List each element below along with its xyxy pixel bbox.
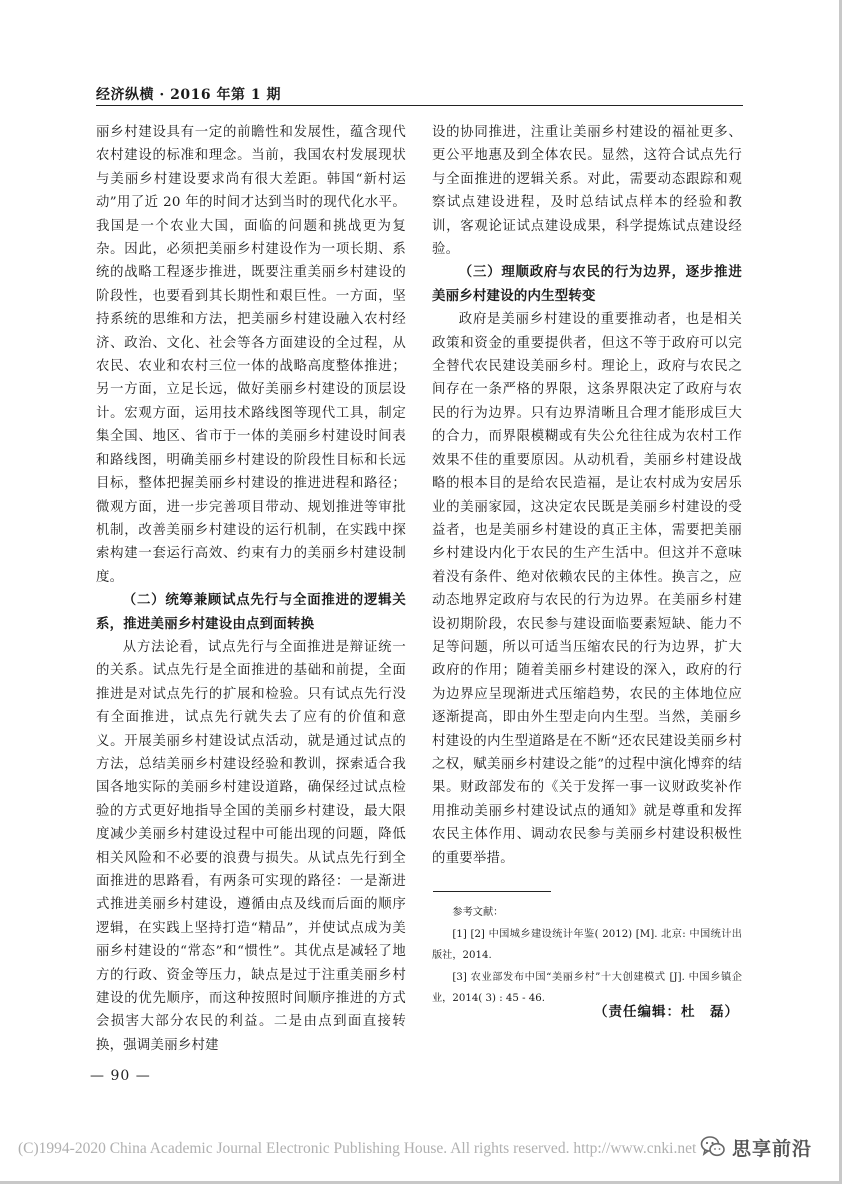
right-paragraph-1: 设的协同推进，注重让美丽乡村建设的福祉更多、更公平地惠及到全体农民。显然，这符合试点先行与全面推进的逻辑关系。对此，需要动态跟踪和观察试点建设进程，及时总结试点样本的经验和教训，客观论证试点建设成果，科学提炼试点建设经验。 <box>432 125 742 258</box>
section-heading-3: （三）理顺政府与农民的行为边界，逐步推进美丽乡村建设的内生型转变 <box>432 264 742 304</box>
editor-note: （责任编辑：杜 磊） <box>594 1004 739 1020</box>
running-header: 经济纵横 · 2016 年第 1 期 <box>96 87 281 103</box>
header-rule <box>96 105 743 106</box>
watermark <box>700 1132 812 1162</box>
left-column <box>96 121 406 1057</box>
reference-item-2: [3] 农业部发布中国“美丽乡村”十大创建模式 [J]. 中国乡镇企业，2014( 3) : 45 - 46. <box>432 971 742 1004</box>
wechat-icon <box>700 1134 726 1160</box>
left-paragraph-2: 从方法论看，试点先行与全面推进是辩证统一的关系。试点先行是全面推进的基础和前提，全面推进是对试点先行的扩展和检验。只有试点先行没有全面推进，试点先行就失去了应有的价值和意义。开展美丽乡村建设试点活动，就是通过试点的方法，总结美丽乡村建设经验和教训，探索适合我国各地实际的美丽乡村建设道路，确保经过试点检验的方式更好地指导全国的美丽乡村建设，最大限度减少美丽乡村建设过程中可能出现的问题，降低相关风险和不必要的浪费与损失。从试点先行到全面推进的思路看，有两条可实现的路径：一是渐进式推进美丽乡村建设，遵循由点及线而后面的顺序逻辑，在实践上坚持打造“精品”，并使试点成为美丽乡村建设的“常态”和“惯性”。其优点是减轻了地方的行政、资金等压力，缺点是过于注重美丽乡村建设的优先顺序，而这种按照时间顺序推进的方式会损害大部分农民的利益。二是由点到面直接转换，强调美丽乡村建 <box>96 639 406 1053</box>
references-heading: 参考文献： <box>452 907 504 918</box>
section-heading-2: （二）统筹兼顾试点先行与全面推进的逻辑关系，推进美丽乡村建设由点到面转换 <box>96 592 406 632</box>
references-rule <box>433 891 551 892</box>
right-paragraph-2: 政府是美丽乡村建设的重要推动者，也是相关政策和资金的重要提供者，但这不等于政府可以完全替代农民建设美丽乡村。理论上，政府与农民之间存在一条严格的界限，这条界限决定了政府与农民的行为边界。只有边界清晰且合理才能形成巨大的合力，而界限模糊或有失公允往往成为农村工作效果不佳的重要原因。从动机看，美丽乡村建设战略的根本目的是给农民造福，是让农村成为安居乐业的美丽家园，这决定农民既是美丽乡村建设的受益者，也是美丽乡村建设的真正主体，需要把美丽乡村建设内化于农民的生产生活中。但这并不意味着没有条件、绝对依赖农民的主体性。换言之，应动态地界定政府与农民的行为边界。在美丽乡村建设初期阶段，农民参与建设面临要素短缺、能力不足等问题，所以可适当压缩农民的行为边界，扩大政府的作用；随着美丽乡村建设的深入，政府的行为边界应呈现渐进式压缩趋势，农民的主体地位应逐渐提高，即由外生型走向内生型。当然，美丽乡村建设的内生型道路是在不断“还农民建设美丽乡村之权，赋美丽乡村建设之能”的过程中演化博弈的结果。财政部发布的《关于发挥一事一议财政奖补作用推动美丽乡村建设试点的通知》就是尊重和发挥农民主体作用、调动农民参与美丽乡村建设积极性的重要举措。 <box>432 312 742 866</box>
right-column <box>432 121 742 870</box>
watermark-text: 思享前沿 <box>732 1137 813 1160</box>
reference-item-1: [1] [2] 中国城乡建设统计年鉴( 2012) [M]. 北京: 中国统计出版社，2014. <box>432 928 742 961</box>
copyright-line: (C)1994-2020 China Academic Journal Electronic Publishing House. All rights reserved. http://www.cnki.net <box>18 1140 697 1157</box>
references <box>432 902 742 1010</box>
page-number: — 90 — <box>90 1068 151 1084</box>
left-paragraph-1: 丽乡村建设具有一定的前瞻性和发展性，蕴含现代农村建设的标准和理念。当前，我国农村发展现状与美丽乡村建设要求尚有很大差距。韩国“新村运动”用了近 20 年的时间才达到当时的现代化水平。我国是一个农业大国，面临的问题和挑战更为复杂。因此，必须把美丽乡村建设作为一项长期、系统的战略工程逐步推进，既要注重美丽乡村建设的阶段性，也要看到其长期性和艰巨性。一方面，坚持系统的思维和方法，把美丽乡村建设融入农村经济、政治、文化、社会等各方面建设的全过程，从农民、农业和农村三位一体的战略高度整体推进；另一方面，立足长远，做好美丽乡村建设的顶层设计。宏观方面，运用技术路线图等现代工具，制定集全国、地区、省市于一体的美丽乡村建设时间表和路线图，明确美丽乡村建设的阶段性目标和长远目标，整体把握美丽乡村建设的推进进程和路径；微观方面，进一步完善项目带动、规划推进等审批机制，改善美丽乡村建设的运行机制，在实践中探索构建一套运行高效、约束有力的美丽乡村建设制度。 <box>96 125 406 585</box>
